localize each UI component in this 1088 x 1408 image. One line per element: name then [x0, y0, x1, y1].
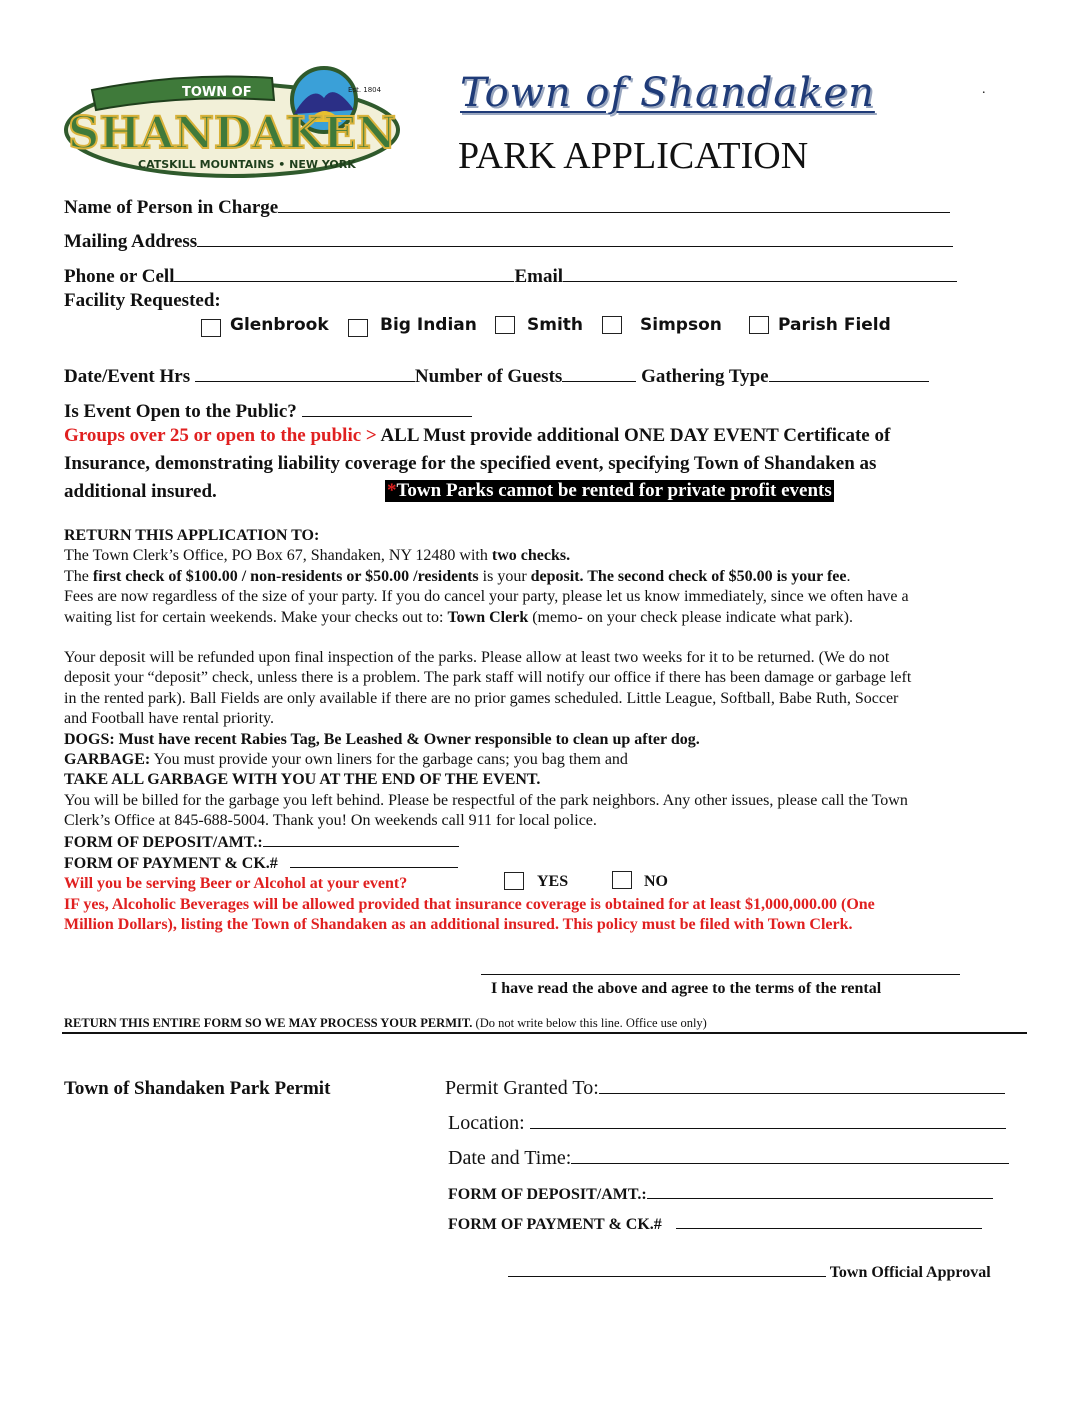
office-only-text: (Do not write below this line. Office use only) — [472, 1016, 707, 1030]
approval-signature-line[interactable] — [508, 1260, 826, 1277]
return-line-4 — [64, 608, 909, 628]
date-label: Date/Event Hrs — [64, 366, 191, 387]
refund-line-4: and Football have rental priority. — [64, 710, 275, 728]
alcohol-question: Will you be serving Beer or Alcohol at your event? — [64, 875, 408, 893]
approval-row — [508, 1260, 991, 1282]
office-payment-row — [448, 1212, 982, 1234]
gathering-input-line[interactable] — [769, 365, 929, 382]
office-divider — [62, 1032, 1027, 1034]
alcohol-yes-label: YES — [537, 873, 569, 890]
town-logo — [62, 64, 402, 180]
granted-label: Permit Granted To: — [445, 1077, 599, 1099]
datetime-input-line[interactable] — [571, 1147, 1009, 1164]
office-payment-input-line[interactable] — [676, 1212, 982, 1229]
agree-statement: I have read the above and agree to the terms of the rental — [491, 980, 882, 997]
signature-line[interactable] — [481, 974, 960, 975]
checkbox-big-indian[interactable] — [348, 319, 368, 337]
facility-parish-field-label: Parish Field — [778, 315, 891, 335]
public-row — [64, 400, 472, 423]
return-line-3: Fees are now regardless of the size of your party. If you do cancel your party, please let us know immediately, since we often have a — [64, 588, 909, 606]
granted-row — [445, 1077, 1005, 1100]
logo-tagline: CATSKILL MOUNTAINS • NEW YORK — [138, 158, 356, 171]
office-use-note — [64, 1016, 707, 1031]
return-line-1-text: The Town Clerk’s Office, PO Box 67, Shandaken, NY 12480 with — [64, 547, 492, 565]
insurance-red-text: Groups over 25 or open to the public > — [64, 425, 377, 446]
checkbox-alcohol-no[interactable] — [612, 871, 632, 889]
phone-email-row — [64, 265, 957, 288]
facility-label: Facility Requested: — [64, 290, 221, 311]
return-form-text: RETURN THIS ENTIRE FORM SO WE MAY PROCESS YOUR PERMIT. — [64, 1016, 473, 1030]
granted-input-line[interactable] — [599, 1077, 1005, 1094]
checkbox-alcohol-yes[interactable] — [504, 872, 524, 890]
deposit-input-line[interactable] — [263, 832, 459, 847]
alcohol-note-1: IF yes, Alcoholic Beverages will be allowed provided that insurance coverage is obtained for at least $1,000,000.00 (One — [64, 895, 875, 913]
alcohol-note-2: Million Dollars), listing the Town of Shandaken as an additional insured. This policy must be filed with Town Clerk. — [64, 916, 853, 934]
page-title: PARK APPLICATION — [458, 135, 809, 177]
datetime-label: Date and Time: — [448, 1147, 572, 1169]
garbage-label: GARBAGE: — [64, 751, 151, 769]
facility-simpson-label: Simpson — [640, 315, 722, 335]
facility-glenbrook-label: Glenbrook — [230, 315, 329, 335]
payment-label: FORM OF PAYMENT & CK.# — [64, 855, 278, 873]
take-garbage-rule: TAKE ALL GARBAGE WITH YOU AT THE END OF THE EVENT. — [64, 771, 541, 789]
return-line-2 — [64, 567, 909, 587]
approval-label: Town Official Approval — [829, 1264, 991, 1281]
insurance-line-3: additional insured. — [64, 481, 217, 502]
name-input-line[interactable] — [278, 196, 950, 213]
refund-line-2: deposit your “deposit” check, unless there is a problem. The park staff will notify our office if there has been damage or garbage left — [64, 669, 912, 687]
rules-block — [64, 648, 911, 936]
location-label: Location: — [448, 1112, 525, 1134]
public-label: Is Event Open to the Public? — [64, 401, 297, 422]
name-label: Name of Person in Charge — [64, 197, 279, 218]
location-input-line[interactable] — [530, 1112, 1006, 1129]
return-line-2c: is your — [478, 567, 531, 585]
gathering-label: Gathering Type — [641, 366, 769, 387]
guests-input-line[interactable] — [562, 365, 636, 382]
location-row — [448, 1112, 1006, 1135]
date-input-line[interactable] — [195, 365, 415, 382]
return-line-2d: deposit. The second check of $50.00 is your fee — [530, 567, 847, 585]
town-clerk-text: Town Clerk — [447, 608, 529, 626]
return-line-2b: first check of $100.00 / non-residents or $50.00 /residents — [92, 567, 479, 585]
email-input-line[interactable] — [563, 265, 957, 282]
office-deposit-label: FORM OF DEPOSIT/AMT.: — [448, 1186, 647, 1203]
public-input-line[interactable] — [302, 400, 472, 417]
return-line-1 — [64, 546, 909, 566]
mailing-input-line[interactable] — [197, 230, 953, 247]
two-checks-text: two checks. — [491, 547, 571, 565]
return-heading: RETURN THIS APPLICATION TO: — [64, 527, 320, 544]
alcohol-no-label: NO — [644, 873, 668, 890]
phone-label: Phone or Cell — [64, 266, 175, 287]
name-field-row — [64, 196, 950, 219]
logo-wordmark: SHANDAKEN — [68, 108, 396, 159]
permit-title: Town of Shandaken Park Permit — [64, 1078, 331, 1099]
notice-text: Town Parks cannot be rented for private profit events — [396, 480, 832, 501]
deposit-row — [64, 832, 911, 853]
garbage-rule — [64, 750, 911, 770]
checkbox-smith[interactable] — [495, 316, 515, 334]
facility-big-indian-label: Big Indian — [380, 315, 477, 335]
return-line-2a: The — [64, 567, 93, 585]
guests-label: Number of Guests — [414, 366, 563, 387]
insurance-line-1 — [64, 425, 890, 447]
private-profit-notice — [385, 480, 834, 502]
notice-star: * — [387, 480, 397, 501]
return-line-4a: waiting list for certain weekends. Make your checks out to: — [64, 608, 448, 626]
facility-smith-label: Smith — [527, 315, 584, 335]
phone-input-line[interactable] — [174, 265, 514, 282]
insurance-line-2: Insurance, demonstrating liability coverage for the specified event, specifying Town of Shandaken as — [64, 453, 877, 474]
return-line-2e: . — [846, 567, 851, 585]
return-info — [64, 526, 909, 628]
payment-row — [64, 853, 911, 874]
garbage-text: You must provide your own liners for the garbage cans; you bag them and — [150, 751, 628, 769]
email-label: Email — [514, 266, 564, 287]
payment-input-line[interactable] — [290, 853, 458, 868]
event-details-row — [64, 365, 929, 388]
mailing-field-row — [64, 230, 953, 253]
return-line-4c: (memo- on your check please indicate what park). — [528, 608, 853, 626]
insurance-line-1-text: ALL Must provide additional ONE DAY EVENT Certificate of — [376, 425, 891, 446]
office-payment-label: FORM OF PAYMENT & CK.# — [448, 1216, 662, 1233]
refund-line-3: in the rented park). Ball Fields are only available if there are no prior games scheduled. Little League, Softball, Babe Ruth, Soccer — [64, 689, 899, 707]
checkbox-parish-field[interactable] — [749, 316, 769, 334]
datetime-row — [448, 1147, 1009, 1170]
billed-line-1: You will be billed for the garbage you left behind. Please be respectful of the park neighbors. Any other issues, please call the Town — [64, 791, 908, 809]
corner-dot: . — [982, 82, 986, 97]
checkbox-simpson[interactable] — [602, 316, 622, 334]
deposit-label: FORM OF DEPOSIT/AMT.: — [64, 833, 263, 851]
dogs-rule: DOGS: Must have recent Rabies Tag, Be Leashed & Owner responsible to clean up after dog. — [64, 730, 700, 748]
title-town-of-shandaken: Town of Shandaken — [460, 70, 875, 116]
billed-line-2: Clerk’s Office at 845-688-5004. Thank you! On weekends call 911 for local police. — [64, 812, 597, 830]
office-deposit-row — [448, 1182, 993, 1204]
logo-est-text: Est. 1804 — [348, 86, 382, 94]
refund-line-1: Your deposit will be refunded upon final inspection of the parks. Please allow at least two weeks for it to be returned. (We do not — [64, 649, 890, 666]
mailing-label: Mailing Address — [64, 231, 198, 252]
logo-banner-text: TOWN OF — [182, 85, 252, 100]
checkbox-glenbrook[interactable] — [201, 319, 221, 337]
office-deposit-input-line[interactable] — [647, 1182, 993, 1199]
